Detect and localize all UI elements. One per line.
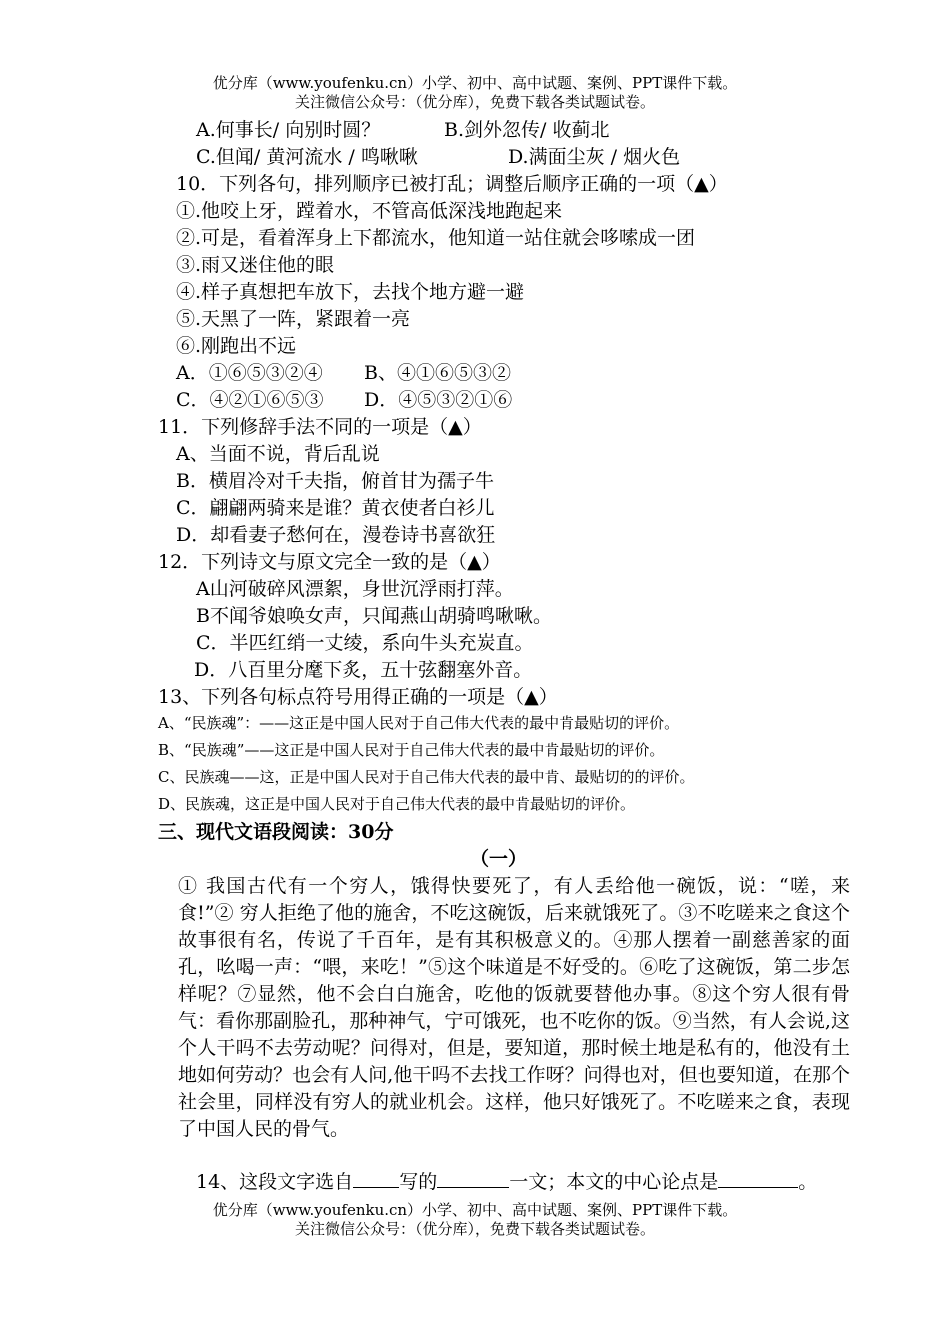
q14-blank-author[interactable] bbox=[353, 1169, 399, 1188]
q10-option-d: D．④⑤③②①⑥ bbox=[364, 389, 513, 411]
q12-option-a: A山河破碎风漂絮，身世沉浮雨打萍。 bbox=[196, 578, 514, 600]
q10-item-5: ⑤.天黑了一阵，紧跟着一亮 bbox=[176, 308, 411, 330]
q9-option-d: D.满面尘灰 / 烟火色 bbox=[508, 146, 681, 168]
page-header-line-1: 优分库（www.youfenku.cn）小学、初中、高中试题、案例、PPT课件下载。 bbox=[212, 74, 738, 92]
section-3-subtitle: （一） bbox=[470, 848, 528, 870]
q11-option-a: A、当面不说，背后乱说 bbox=[176, 443, 380, 465]
q10-item-2: ②.可是，看着浑身上下都流水，他知道一站住就会哆嗦成一团 bbox=[176, 227, 696, 249]
reading-passage: ① 我国古代有一个穷人，饿得快要死了，有人丢给他一碗饭，说：“嗟，来食!”② 穷人拒绝了他的施舍，不吃这碗饭，后来就饿死了。③不吃嗟来之食这个故事很有名，传说了千百年，是有其积极意义的。④那人摆着一副慈善家的面孔，吆喝一声：“喂，来吃！”⑤这个味道是不好受的。⑥吃了这碗饭，第二步怎样呢？⑦显然，他不会白白施舍，吃他的饭就要替他办事。⑧这个穷人很有骨气：看你那副脸孔，那种神气，宁可饿死，也不吃你的饭。⑨当然，有人会说,这个人干吗不去劳动呢？问得对，但是，要知道，那时候土地是私有的，他没有土地如何劳动？也会有人问,他干吗不去找工作呀？问得也对，但也要知道，在那个社会里，同样没有穷人的就业机会。这样，他只好饿死了。不吃嗟来之食，表现了中国人民的骨气。 bbox=[178, 875, 850, 1140]
page-header-line-2: 关注微信公众号：（优分库），免费下载各类试题试卷。 bbox=[294, 93, 655, 111]
q14-part-1: 14、这段文字选自 bbox=[196, 1171, 354, 1193]
page-footer-line-2: 关注微信公众号：（优分库），免费下载各类试题试卷。 bbox=[294, 1220, 655, 1238]
q13-option-d: D、民族魂，这正是中国人民对于自己伟大代表的最中肯最贴切的评价。 bbox=[158, 795, 636, 813]
q10-item-6: ⑥.刚跑出不远 bbox=[176, 335, 297, 357]
q11-option-b: B．横眉冷对千夫指，俯首甘为孺子牛 bbox=[176, 470, 494, 492]
q14-blank-title[interactable] bbox=[437, 1169, 509, 1188]
q13-option-b: B、“民族魂”——这正是中国人民对于自己伟大代表的最中肯最贴切的评价。 bbox=[158, 741, 665, 759]
q12-stem: 12．下列诗文与原文完全一致的是（▲） bbox=[158, 551, 501, 573]
q10-option-a: A．①⑥⑤③②④ bbox=[176, 362, 323, 384]
q9-option-b: B.剑外忽传/ 收蓟北 bbox=[444, 119, 610, 141]
q14-part-4: 。 bbox=[798, 1171, 818, 1193]
q11-option-d: D．却看妻子愁何在，漫卷诗书喜欲狂 bbox=[176, 524, 496, 546]
q14-blank-thesis[interactable] bbox=[718, 1169, 798, 1188]
q12-option-d: D．八百里分麾下炙，五十弦翻塞外音。 bbox=[194, 659, 533, 681]
q12-option-c: C．半匹红绡一丈绫，系向牛头充炭直。 bbox=[196, 632, 534, 654]
q10-option-c: C．④②①⑥⑤③ bbox=[176, 389, 324, 411]
section-3-title: 三、现代文语段阅读：30分 bbox=[158, 821, 394, 843]
q10-stem: 10．下列各句，排列顺序已被打乱；调整后顺序正确的一项（▲） bbox=[176, 173, 728, 195]
q10-item-4: ④.样子真想把车放下，去找个地方避一避 bbox=[176, 281, 525, 303]
q10-item-3: ③.雨又迷住他的眼 bbox=[176, 254, 335, 276]
q14-part-2: 写的 bbox=[399, 1171, 438, 1193]
page-footer-line-1: 优分库（www.youfenku.cn）小学、初中、高中试题、案例、PPT课件下载。 bbox=[212, 1201, 738, 1219]
q9-option-c: C.但闻/ 黄河流水 / 鸣啾啾 bbox=[196, 146, 418, 168]
q10-item-1: ①.他咬上牙，蹚着水，不管高低深浅地跑起来 bbox=[176, 200, 563, 222]
q13-option-c: C、民族魂——这，正是中国人民对于自己伟大代表的最中肯、最贴切的的评价。 bbox=[158, 768, 695, 786]
q10-option-b: B、④①⑥⑤③② bbox=[364, 362, 511, 384]
q13-stem: 13、下列各句标点符号用得正确的一项是（▲） bbox=[158, 686, 558, 708]
q9-option-a: A.何事长/ 向别时圆？ bbox=[196, 119, 381, 141]
q14-part-3: 一文；本文的中心论点是 bbox=[509, 1171, 719, 1193]
q11-option-c: C．翩翩两骑来是谁？黄衣使者白衫儿 bbox=[176, 497, 495, 519]
q14-line bbox=[196, 1169, 817, 1194]
q11-stem: 11．下列修辞手法不同的一项是（▲） bbox=[158, 416, 482, 438]
q13-option-a: A、“民族魂”：——这正是中国人民对于自己伟大代表的最中肯最贴切的评价。 bbox=[158, 714, 680, 732]
q12-option-b: B不闻爷娘唤女声，只闻燕山胡骑鸣啾啾。 bbox=[196, 605, 552, 627]
